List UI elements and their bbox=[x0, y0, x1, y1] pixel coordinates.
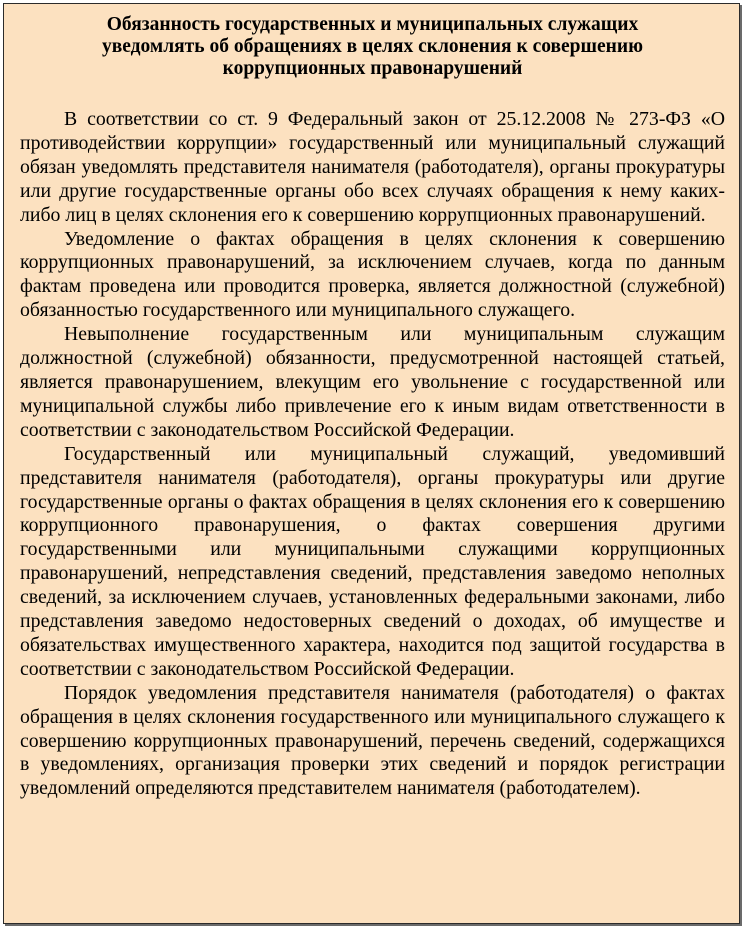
notice-panel bbox=[3, 3, 740, 924]
paragraph-law-reference: В соответствии со ст. 9 Федеральный закон от 25.12.2008 № 273-ФЗ «О противодействии коррупции» государственный или муниципальный служащий обязан уведомлять представителя нанимателя (работодателя), органы прокуратуры или другие государственные органы обо всех случаях обращения к нему каких-либо лиц в целях склонения его к совершению коррупционных правонарушений. bbox=[20, 108, 725, 226]
paragraph-notification-duty: Уведомление о фактах обращения в целях склонения к совершению коррупционных правонарушений, за исключением случаев, когда по данным фактам проведена или проводится проверка, является должностной (служебной) обязанностью государственного или муниципального служащего. bbox=[20, 227, 725, 322]
paragraph-notification-procedure: Порядок уведомления представителя нанимателя (работодателя) о фактах обращения в целях склонения государственного или муниципального служащего к совершению коррупционных правонарушений, перечень сведений, содержащихся в уведомлениях, организация проверки этих сведений и порядок регистрации уведомлений определяются представителем нанимателя (работодателем). bbox=[20, 681, 725, 800]
paragraph-state-protection: Государственный или муниципальный служащий, уведомивший представителя нанимателя (работодателя), органы прокуратуры или другие государственные органы о фактах обращения в целях склонения его к совершению коррупционного правонарушения, о фактах совершения другими государственными или муниципальными служащими коррупционных правонарушений, непредставления сведений, представления заведомо неполных сведений, за исключением случаев, установленных федеральными законами, либо представления заведомо недостоверных сведений о доходах, об имуществе и обязательствах имущественного характера, находится под защитой государства в соответствии с законодательством Российской Федерации. bbox=[20, 442, 725, 680]
paragraph-non-compliance: Невыполнение государственным или муниципальным служащим должностной (служебной) обязанности, предусмотренной настоящей статьей, является правонарушением, влекущим его увольнение с государственной или муниципальной службы либо привлечение его к иным видам ответственности в соответствии с законодательством Российской Федерации. bbox=[20, 323, 725, 441]
document-title: Обязанность государственных и муниципальных служащих уведомлять об обращениях в целях склонения к совершению коррупционных правонарушений bbox=[101, 14, 644, 79]
